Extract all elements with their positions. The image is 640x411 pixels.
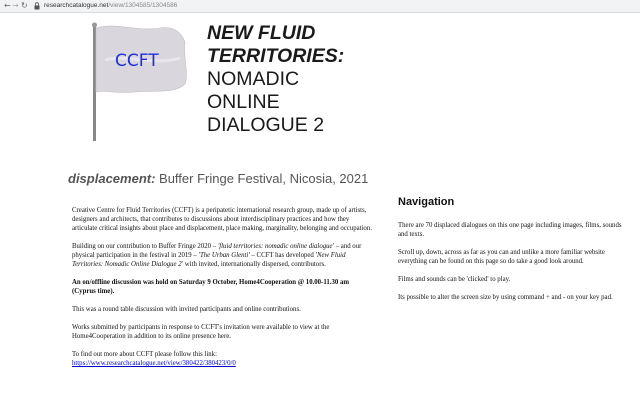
page-title	[207, 22, 344, 137]
subheading-keyword: displacement:	[68, 171, 156, 186]
navigation-paragraph-2: Scroll up, down, across as far as you can and unlike a more familiar website everything can be found on this page so do take a good look around.	[398, 249, 605, 265]
lock-icon[interactable]	[34, 2, 40, 10]
main-text-column	[72, 206, 372, 368]
title-line-1: NEW FLUID	[207, 22, 316, 44]
roundtable-paragraph: This was a round table discussion with invited participants and online contributions.	[72, 306, 301, 313]
text-span: – CCFT has developed	[249, 252, 316, 259]
navigation-paragraph-1: There are 70 displaced dialogues on this one page including images, films, sounds and texts.	[398, 222, 622, 238]
subheading	[68, 171, 368, 186]
background-paragraph	[72, 242, 372, 269]
ccft-link[interactable]: https://www.researchcatalogue.net/view/380422/380423/0/0	[72, 360, 236, 367]
title-line-4: ONLINE	[207, 91, 280, 113]
flag-text: CCFT	[115, 51, 159, 71]
subheading-text: Buffer Fringe Festival, Nicosia, 2021	[155, 171, 369, 186]
title-line-3: NOMADIC	[207, 68, 300, 90]
text-span: with invited, internationally dispersed, contributors.	[183, 261, 326, 268]
italic-title: 'New Fluid Territories: Nomadic Online Dialogue 2'	[72, 252, 346, 268]
ccft-flag-image	[85, 20, 195, 145]
title-line-5: DIALOGUE 2	[207, 114, 325, 136]
link-intro: To find out more about CCFT please follow this link:	[72, 351, 217, 358]
url-path: /view/1304585/1304586	[108, 2, 178, 9]
italic-title: 'The Urban Glenti'	[198, 252, 250, 259]
forward-arrow-icon[interactable]: →	[12, 1, 19, 10]
navigation-paragraph-4: Its possible to alter the screen size by using command + and - on your key pad.	[398, 294, 613, 301]
navigation-paragraph-3: Films and sounds can be 'clicked' to play.	[398, 276, 511, 283]
navigation-title: Navigation	[398, 196, 455, 208]
browser-toolbar	[0, 0, 640, 13]
back-arrow-icon[interactable]: ←	[4, 1, 11, 10]
intro-paragraph: Creative Centre for Fluid Territories (CCFT) is a peripatetic international research group, made up of artists, designers and architects, that contributes to discussions about interdisciplinary practices and how they articulate critical insights about place and displacement, place making, marginality, belonging and occupation.	[72, 207, 372, 232]
text-span: – and our physical participation in the festival in 2019 –	[72, 243, 362, 259]
text-span: Building on our contribution to Buffer Fringe 2020 –	[72, 243, 218, 250]
works-paragraph: Works submitted by participants in response to CCFT's invitation were available to view at the Home4Cooperation in addition to its online presence here.	[72, 324, 330, 340]
navigation-panel	[398, 198, 626, 311]
event-paragraph: An on/offline discussion was hold on Saturday 9 October, Home4Cooperation @ 10.00-11.30 am (Cyprus time).	[72, 279, 350, 295]
address-bar[interactable]	[44, 0, 177, 12]
link-paragraph	[72, 350, 372, 368]
italic-title: 'fluid territories: nomadic online dialogue'	[217, 243, 334, 250]
title-line-2: TERRITORIES:	[207, 45, 345, 67]
url-domain: researchcatalogue.net	[44, 2, 109, 9]
reload-icon[interactable]: ↻	[21, 1, 28, 10]
